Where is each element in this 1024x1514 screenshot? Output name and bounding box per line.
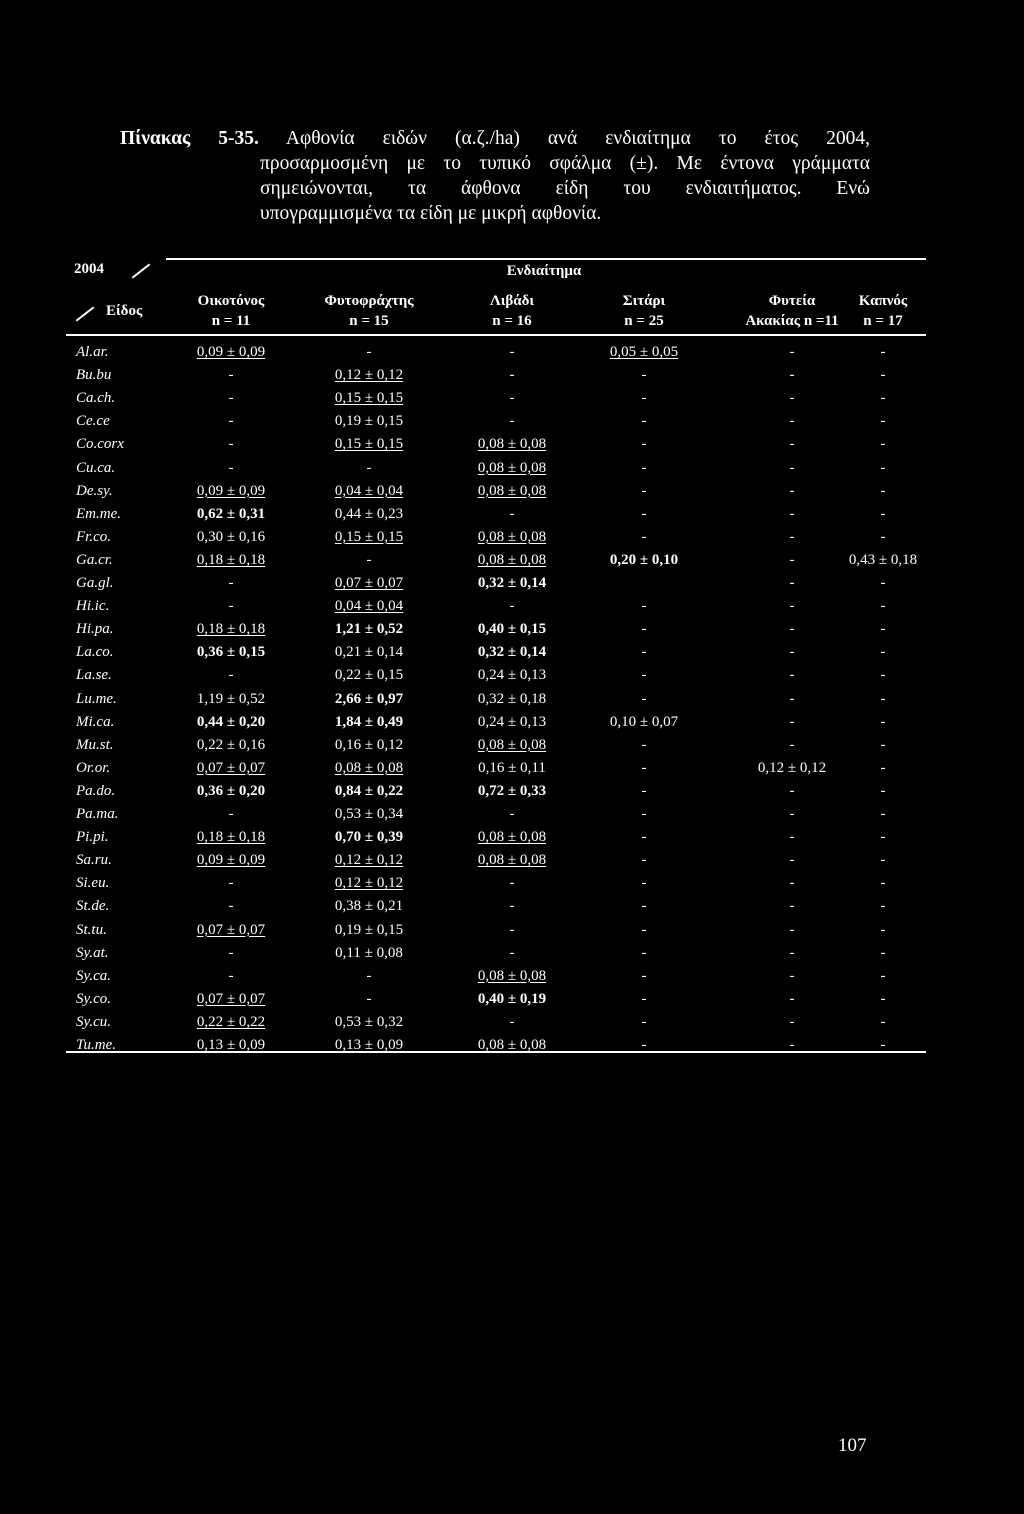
value-cell: 2,66 ± 0,97: [334, 690, 404, 707]
value-cell: -: [228, 875, 234, 892]
value-cell: 0,08 ± 0,08: [477, 852, 547, 869]
value-cell: -: [880, 898, 886, 915]
value-cell: -: [509, 505, 515, 522]
value-cell: -: [509, 1013, 515, 1030]
value-cell: 0,22 ± 0,15: [334, 667, 404, 684]
value-cell: -: [641, 806, 647, 822]
species-cell: Ce.ce: [76, 413, 110, 430]
value-cell: -: [789, 598, 795, 615]
value-cell: -: [880, 598, 886, 615]
value-cell: 0,36 ± 0,20: [196, 782, 266, 799]
column-header-n: n = 15: [349, 313, 389, 329]
table-row: [66, 619, 926, 642]
species-header: Είδος: [106, 303, 143, 319]
table-row: [66, 873, 926, 896]
value-cell: -: [228, 367, 234, 384]
table-row: [66, 758, 926, 781]
species-cell: St.de.: [76, 898, 110, 915]
value-cell: 0,08 ± 0,08: [477, 1037, 547, 1053]
value-cell: -: [509, 898, 515, 915]
value-cell: 0,30 ± 0,16: [196, 528, 266, 545]
value-cell: -: [228, 967, 234, 984]
column-header-name: Φυτοφράχτης: [324, 293, 414, 309]
table-row: [66, 642, 926, 665]
value-cell: -: [789, 459, 795, 476]
table-row: [66, 712, 926, 735]
value-cell: -: [789, 575, 795, 591]
value-cell: -: [641, 390, 647, 407]
value-cell: -: [641, 690, 647, 707]
table-row: [66, 966, 926, 989]
value-cell: -: [641, 667, 647, 684]
column-header: [623, 291, 665, 331]
value-cell: -: [641, 459, 647, 476]
value-cell: 0,44 ± 0,23: [334, 505, 404, 522]
value-cell: 0,44 ± 0,20: [196, 713, 266, 730]
table-row: [66, 943, 926, 966]
value-cell: 0,18 ± 0,18: [196, 551, 266, 568]
value-cell: 0,19 ± 0,15: [334, 921, 404, 938]
value-cell: -: [880, 990, 886, 1007]
value-cell: -: [641, 621, 647, 638]
value-cell: -: [880, 1013, 886, 1030]
column-header-n: n = 17: [863, 313, 903, 329]
value-cell: 0,09 ± 0,09: [196, 482, 266, 499]
value-cell: 0,08 ± 0,08: [477, 482, 547, 499]
value-cell: 0,84 ± 0,22: [334, 782, 404, 799]
value-cell: 0,09 ± 0,09: [196, 852, 266, 869]
diagonal-mark-top: [132, 263, 151, 278]
value-cell: -: [228, 944, 234, 961]
column-header-name: Οικοτόνος: [197, 293, 265, 309]
caption-label: Πίνακας 5-35.: [120, 128, 259, 149]
value-cell: -: [789, 944, 795, 961]
value-cell: 0,43 ± 0,18: [848, 551, 918, 568]
value-cell: -: [789, 1037, 795, 1053]
value-cell: -: [641, 829, 647, 846]
species-cell: Tu.me.: [76, 1037, 117, 1053]
table-caption: [120, 126, 870, 226]
value-cell: -: [789, 344, 795, 360]
value-cell: -: [880, 390, 886, 407]
value-cell: -: [509, 344, 515, 360]
value-cell: -: [789, 528, 795, 545]
value-cell: -: [880, 713, 886, 730]
value-cell: -: [641, 875, 647, 892]
value-cell: -: [789, 436, 795, 453]
value-cell: -: [641, 1013, 647, 1030]
value-cell: -: [880, 621, 886, 638]
top-rule: [166, 258, 926, 260]
value-cell: -: [789, 482, 795, 499]
value-cell: 0,53 ± 0,32: [334, 1013, 404, 1030]
value-cell: 0,24 ± 0,13: [477, 667, 547, 684]
table-row: [66, 573, 926, 596]
value-cell: -: [641, 782, 647, 799]
value-cell: -: [789, 852, 795, 869]
table-row: [66, 896, 926, 919]
value-cell: -: [641, 644, 647, 661]
column-header-n: n = 11: [211, 313, 251, 329]
value-cell: -: [641, 921, 647, 938]
column-header-n: n = 16: [492, 313, 532, 329]
value-cell: -: [880, 644, 886, 661]
value-cell: -: [789, 644, 795, 661]
value-cell: -: [228, 575, 234, 591]
table-row: [66, 388, 926, 411]
species-cell: Cu.ca.: [76, 459, 116, 476]
value-cell: -: [641, 436, 647, 453]
caption-line-3: σημειώνονται, τα άφθονα είδη του ενδιαιτήματος. Ενώ: [260, 178, 870, 199]
table-row: [66, 689, 926, 712]
column-header-n: n = 25: [624, 313, 664, 329]
species-cell: Pa.ma.: [76, 806, 119, 822]
species-cell: La.co.: [76, 644, 114, 661]
header-rule: [66, 334, 926, 336]
table-row: [66, 342, 926, 365]
value-cell: 0,40 ± 0,15: [477, 621, 547, 638]
value-cell: -: [789, 806, 795, 822]
value-cell: 0,18 ± 0,18: [196, 829, 266, 846]
species-cell: Pi.pi.: [76, 829, 109, 846]
abundance-table: [66, 258, 926, 1058]
value-cell: -: [509, 598, 515, 615]
value-cell: 0,16 ± 0,12: [334, 736, 404, 753]
value-cell: -: [641, 598, 647, 615]
value-cell: -: [789, 736, 795, 753]
value-cell: -: [228, 390, 234, 407]
column-header: [490, 291, 534, 331]
value-cell: 0,21 ± 0,14: [334, 644, 404, 661]
value-cell: 0,08 ± 0,08: [334, 759, 404, 776]
value-cell: -: [509, 390, 515, 407]
year-label: 2004: [74, 261, 104, 277]
value-cell: 0,22 ± 0,16: [196, 736, 266, 753]
value-cell: -: [509, 367, 515, 384]
table-row: [66, 1012, 926, 1035]
table-row: [66, 804, 926, 827]
value-cell: -: [880, 459, 886, 476]
column-header: [859, 291, 908, 331]
table-row: [66, 735, 926, 758]
species-cell: Sa.ru.: [76, 852, 112, 869]
column-header-name: Σιτάρι: [622, 293, 666, 309]
caption-text-1: Αφθονία ειδών (α.ζ./ha) ανά ενδιαίτημα το έτος 2004,: [285, 128, 870, 149]
value-cell: 0,22 ± 0,22: [196, 1013, 266, 1030]
species-cell: Hi.ic.: [76, 598, 110, 615]
table-row: [66, 434, 926, 457]
value-cell: -: [880, 690, 886, 707]
species-cell: Sy.at.: [76, 944, 109, 961]
value-cell: 0,12 ± 0,12: [334, 367, 404, 384]
value-cell: 0,12 ± 0,12: [334, 875, 404, 892]
value-cell: 0,12 ± 0,12: [334, 852, 404, 869]
value-cell: -: [880, 852, 886, 869]
value-cell: -: [789, 713, 795, 730]
value-cell: -: [789, 367, 795, 384]
species-cell: Sy.co.: [76, 990, 111, 1007]
column-header: [324, 291, 413, 331]
table-row: [66, 827, 926, 850]
caption-line-2: προσαρμοσμένη με το τυπικό σφάλμα (±). Με έντονα γράμματα: [260, 153, 870, 174]
species-cell: Or.or.: [76, 759, 111, 776]
value-cell: -: [641, 413, 647, 430]
table-row: [66, 781, 926, 804]
value-cell: -: [509, 944, 515, 961]
value-cell: -: [641, 528, 647, 545]
value-cell: 0,36 ± 0,15: [196, 644, 266, 661]
value-cell: -: [509, 875, 515, 892]
value-cell: -: [880, 829, 886, 846]
value-cell: -: [789, 505, 795, 522]
value-cell: 0,32 ± 0,14: [477, 644, 547, 661]
species-cell: St.tu.: [76, 921, 107, 938]
species-cell: Lu.me.: [76, 690, 117, 707]
table-row: [66, 527, 926, 550]
table-row: [66, 1035, 926, 1058]
value-cell: -: [366, 967, 372, 984]
value-cell: 0,08 ± 0,08: [477, 967, 547, 984]
value-cell: 0,07 ± 0,07: [334, 575, 404, 591]
value-cell: -: [641, 736, 647, 753]
value-cell: -: [880, 782, 886, 799]
value-cell: 1,21 ± 0,52: [334, 621, 404, 638]
value-cell: -: [641, 1037, 647, 1053]
value-cell: -: [880, 944, 886, 961]
value-cell: 0,08 ± 0,08: [477, 829, 547, 846]
habitat-group-header: Ενδιαίτημα: [506, 263, 582, 279]
value-cell: -: [509, 806, 515, 822]
value-cell: -: [880, 667, 886, 684]
table-row: [66, 504, 926, 527]
caption-line-4: υπογραμμισμένα τα είδη με μικρή αφθονία.: [260, 203, 602, 224]
species-cell: De.sy.: [76, 482, 113, 499]
value-cell: 0,10 ± 0,07: [609, 713, 679, 730]
value-cell: 0,07 ± 0,07: [196, 921, 266, 938]
value-cell: 0,38 ± 0,21: [334, 898, 404, 915]
value-cell: 0,13 ± 0,09: [196, 1037, 266, 1053]
value-cell: 0,12 ± 0,12: [757, 759, 827, 776]
page-number: 107: [838, 1435, 867, 1456]
table-row: [66, 411, 926, 434]
value-cell: -: [789, 413, 795, 430]
value-cell: -: [509, 413, 515, 430]
value-cell: 1,84 ± 0,49: [334, 713, 404, 730]
value-cell: -: [880, 921, 886, 938]
value-cell: -: [789, 967, 795, 984]
species-cell: Hi.pa.: [76, 621, 114, 638]
species-cell: Ca.ch.: [76, 390, 116, 407]
species-cell: Em.me.: [76, 505, 121, 522]
value-cell: -: [789, 990, 795, 1007]
value-cell: -: [789, 829, 795, 846]
value-cell: -: [228, 898, 234, 915]
value-cell: -: [641, 482, 647, 499]
value-cell: -: [228, 459, 234, 476]
value-cell: 0,24 ± 0,13: [477, 713, 547, 730]
column-header: [198, 291, 265, 331]
value-cell: 0,07 ± 0,07: [196, 759, 266, 776]
value-cell: 0,08 ± 0,08: [477, 736, 547, 753]
caption-line-1: [120, 126, 870, 151]
value-cell: -: [880, 413, 886, 430]
table-row: [66, 596, 926, 619]
species-cell: Mu.st.: [76, 736, 114, 753]
value-cell: -: [789, 551, 795, 568]
value-cell: 0,70 ± 0,39: [334, 829, 404, 846]
species-cell: Bu.bu: [76, 367, 112, 384]
value-cell: -: [789, 390, 795, 407]
value-cell: -: [880, 344, 886, 360]
value-cell: -: [228, 806, 234, 822]
value-cell: -: [880, 482, 886, 499]
value-cell: 0,19 ± 0,15: [334, 413, 404, 430]
value-cell: -: [880, 736, 886, 753]
value-cell: 0,15 ± 0,15: [334, 528, 404, 545]
value-cell: -: [641, 990, 647, 1007]
value-cell: -: [641, 367, 647, 384]
value-cell: -: [789, 621, 795, 638]
value-cell: 0,72 ± 0,33: [477, 782, 547, 799]
value-cell: 0,04 ± 0,04: [334, 598, 404, 615]
value-cell: 0,62 ± 0,31: [196, 505, 266, 522]
value-cell: -: [880, 806, 886, 822]
column-header-name: Καπνός: [858, 293, 908, 309]
value-cell: -: [641, 967, 647, 984]
value-cell: 0,32 ± 0,14: [477, 575, 547, 591]
species-cell: Co.corx: [76, 436, 124, 453]
value-cell: 0,32 ± 0,18: [477, 690, 547, 707]
value-cell: -: [641, 852, 647, 869]
species-cell: Sy.cu.: [76, 1013, 111, 1030]
value-cell: -: [880, 967, 886, 984]
species-cell: Ga.gl.: [76, 575, 114, 591]
value-cell: -: [880, 436, 886, 453]
species-cell: La.se.: [76, 667, 112, 684]
table-row: [66, 550, 926, 573]
table-row: [66, 458, 926, 481]
species-cell: Pa.do.: [76, 782, 116, 799]
value-cell: -: [228, 436, 234, 453]
value-cell: -: [641, 944, 647, 961]
table-row: [66, 850, 926, 873]
value-cell: -: [641, 759, 647, 776]
value-cell: 0,08 ± 0,08: [477, 436, 547, 453]
value-cell: 0,15 ± 0,15: [334, 390, 404, 407]
value-cell: -: [366, 551, 372, 568]
value-cell: 0,07 ± 0,07: [196, 990, 266, 1007]
value-cell: 0,08 ± 0,08: [477, 528, 547, 545]
diagonal-mark-bottom: [76, 306, 95, 321]
column-header-name: Φυτεία: [768, 293, 816, 309]
species-cell: Sy.ca.: [76, 967, 111, 984]
column-header-name: Λιβάδι: [489, 293, 535, 309]
value-cell: -: [789, 667, 795, 684]
value-cell: -: [509, 921, 515, 938]
value-cell: -: [880, 875, 886, 892]
table-row: [66, 920, 926, 943]
value-cell: -: [789, 921, 795, 938]
value-cell: 0,08 ± 0,08: [477, 551, 547, 568]
value-cell: 0,20 ± 0,10: [609, 551, 679, 568]
value-cell: 0,11 ± 0,08: [335, 944, 403, 961]
value-cell: 0,13 ± 0,09: [334, 1037, 404, 1053]
value-cell: -: [228, 598, 234, 615]
value-cell: 0,18 ± 0,18: [196, 621, 266, 638]
value-cell: -: [789, 782, 795, 799]
value-cell: -: [880, 1037, 886, 1053]
table-row: [66, 365, 926, 388]
value-cell: -: [641, 505, 647, 522]
table-row: [66, 665, 926, 688]
column-header-n: Ακακίας n =11: [745, 313, 839, 329]
value-cell: -: [789, 1013, 795, 1030]
value-cell: -: [880, 528, 886, 545]
column-header: [745, 291, 838, 331]
value-cell: 0,08 ± 0,08: [477, 459, 547, 476]
value-cell: 0,09 ± 0,09: [196, 344, 266, 360]
value-cell: 0,15 ± 0,15: [334, 436, 404, 453]
species-cell: Al.ar.: [76, 344, 109, 360]
species-cell: Ga.cr.: [76, 551, 113, 568]
species-cell: Mi.ca.: [76, 713, 115, 730]
species-cell: Fr.co.: [76, 528, 111, 545]
value-cell: -: [228, 667, 234, 684]
value-cell: -: [366, 459, 372, 476]
value-cell: -: [880, 367, 886, 384]
value-cell: -: [789, 690, 795, 707]
value-cell: -: [880, 505, 886, 522]
value-cell: 0,40 ± 0,19: [477, 990, 547, 1007]
value-cell: -: [789, 898, 795, 915]
value-cell: -: [789, 875, 795, 892]
value-cell: 0,53 ± 0,34: [334, 806, 404, 822]
value-cell: 0,16 ± 0,11: [478, 759, 546, 776]
value-cell: -: [641, 898, 647, 915]
table-row: [66, 989, 926, 1012]
value-cell: -: [366, 344, 372, 360]
species-cell: Si.eu.: [76, 875, 110, 892]
value-cell: -: [228, 413, 234, 430]
table-row: [66, 481, 926, 504]
value-cell: -: [366, 990, 372, 1007]
value-cell: -: [880, 759, 886, 776]
value-cell: -: [880, 575, 886, 591]
value-cell: 0,05 ± 0,05: [609, 344, 679, 360]
value-cell: 1,19 ± 0,52: [196, 690, 266, 707]
value-cell: 0,04 ± 0,04: [334, 482, 404, 499]
